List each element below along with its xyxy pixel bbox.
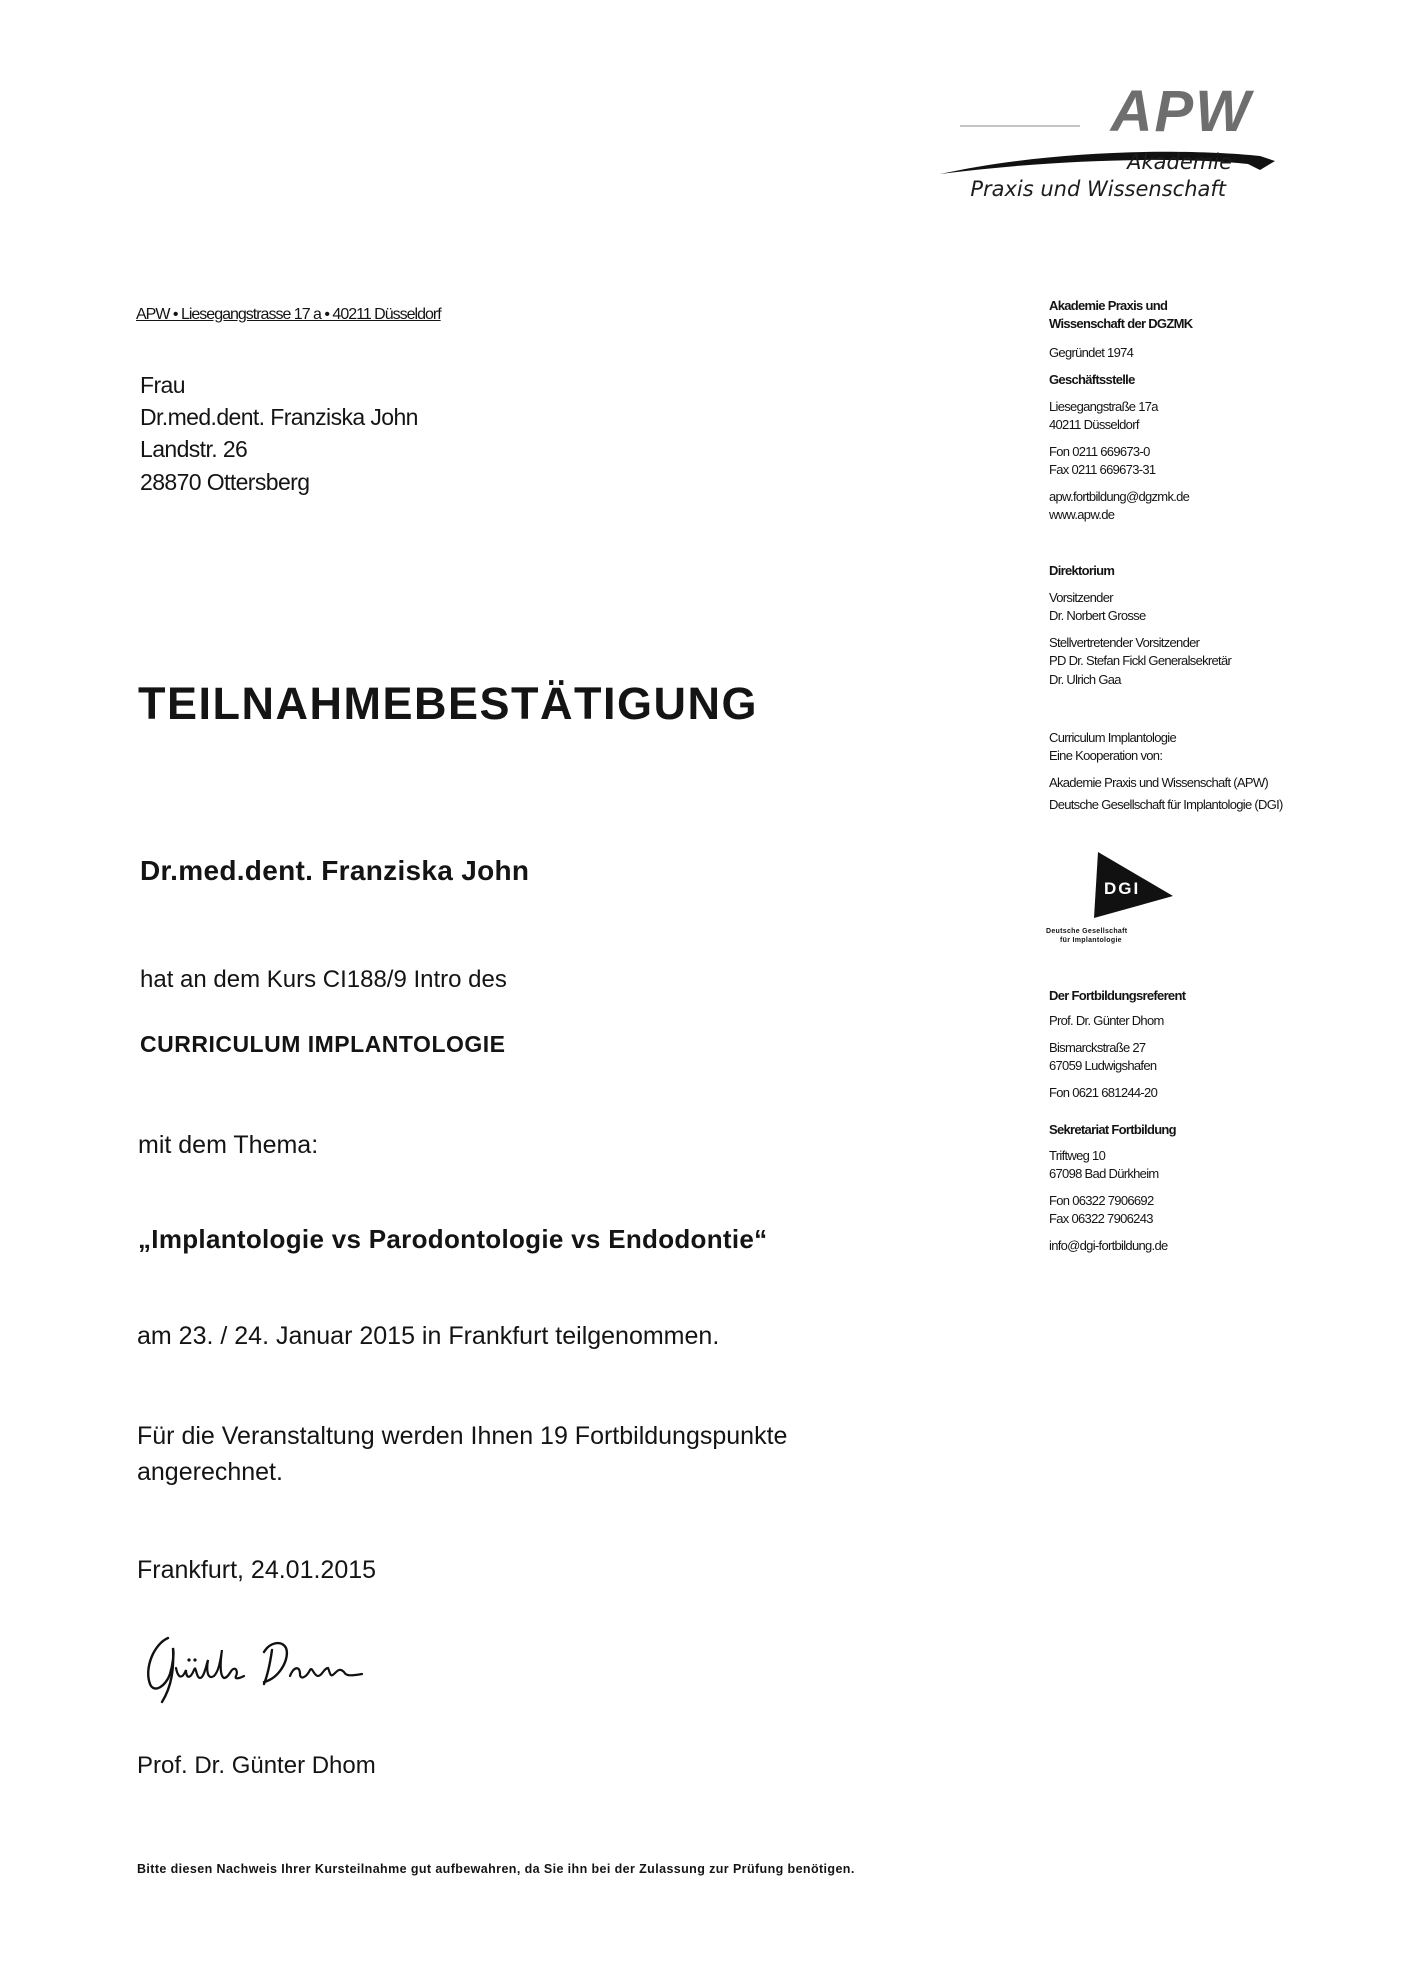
sidebar-referent-city: 67059 Ludwigshafen [1049,1058,1157,1073]
sidebar-founded: Gegründet 1974 [1049,345,1134,360]
sidebar-secretariat-email: info@dgi-fortbildung.de [1049,1238,1168,1253]
sidebar-vice-name: PD Dr. Stefan Fickl Generalsekretär [1049,653,1232,668]
dgi-logo-text: DGI [1104,879,1141,898]
theme-intro: mit dem Thema: [138,1131,319,1159]
sidebar-secretariat-city: 67098 Bad Dürkheim [1049,1166,1159,1181]
points-line-1: Für die Veranstaltung werden Ihnen 19 Fortbildungspunkte [137,1422,788,1450]
sidebar-curriculum-3: Akademie Praxis und Wissenschaft (APW) [1049,775,1269,790]
sidebar-office-phone: Fon 0211 669673-0 [1049,444,1150,459]
recipient-city: 28870 Ottersberg [140,469,310,495]
sidebar-office-street: Liesegangstraße 17a [1049,399,1158,414]
sidebar-org-line1: Akademie Praxis und [1049,298,1168,313]
apw-logo-line1: Akademie [1127,150,1232,174]
sidebar-secretariat-heading: Sekretariat Fortbildung [1049,1122,1176,1137]
recipient-name: Dr.med.dent. Franziska John [140,404,418,430]
sidebar-referent-phone: Fon 0621 681244-20 [1049,1085,1158,1100]
recipient-salutation: Frau [140,372,185,398]
course-date-line: am 23. / 24. Januar 2015 in Frankfurt teilgenommen. [137,1322,720,1350]
sidebar-secretary-name: Dr. Ulrich Gaa [1049,672,1121,687]
sidebar-referent-heading: Der Fortbildungsreferent [1049,988,1186,1003]
apw-logo-wordmark: APW [1110,79,1252,144]
sidebar-office-web: www.apw.de [1049,507,1115,522]
dgi-logo-sub1: Deutsche Gesellschaft [1046,928,1128,935]
sidebar-curriculum-1: Curriculum Implantologie [1049,730,1176,745]
dgi-logo [1046,852,1186,952]
sidebar-secretariat-fax: Fax 06322 7906243 [1049,1211,1153,1226]
sidebar-chair-name: Dr. Norbert Grosse [1049,608,1146,623]
signer-name: Prof. Dr. Günter Dhom [137,1752,376,1779]
points-line-2: angerechnet. [137,1458,283,1486]
footer-note: Bitte diesen Nachweis Ihrer Kursteilnahme gut aufbewahren, da Sie ihn bei der Zulassung zur Prüfung benötigen. [137,1862,855,1876]
sidebar-secretariat-phone: Fon 06322 7906692 [1049,1193,1154,1208]
sender-address-line: APW • Liesegangstrasse 17 a • 40211 Düsseldorf [136,306,441,323]
sidebar-curriculum-2: Eine Kooperation von: [1049,748,1163,763]
sidebar-vice-label: Stellvertretender Vorsitzender [1049,635,1200,650]
sidebar-office-heading: Geschäftsstelle [1049,372,1135,387]
place-and-date: Frankfurt, 24.01.2015 [137,1556,377,1584]
sidebar-office-city: 40211 Düsseldorf [1049,417,1139,432]
sidebar-secretariat-street: Triftweg 10 [1049,1148,1106,1163]
participant-name: Dr.med.dent. Franziska John [140,855,530,886]
handwritten-signature [140,1620,370,1710]
apw-logo [930,78,1290,208]
apw-logo-line2: Praxis und Wissenschaft [970,177,1226,201]
sidebar-referent-street: Bismarckstraße 27 [1049,1040,1146,1055]
sidebar-curriculum-4: Deutsche Gesellschaft für Implantologie (DGI) [1049,797,1283,812]
sidebar-referent-name: Prof. Dr. Günter Dhom [1049,1013,1164,1028]
course-line: hat an dem Kurs CI188/9 Intro des [140,966,507,993]
dgi-logo-sub2: für Implantologie [1060,937,1122,944]
course-theme: „Implantologie vs Parodontologie vs Endodontie“ [138,1224,768,1254]
sidebar-office-email: apw.fortbildung@dgzmk.de [1049,489,1190,504]
recipient-street: Landstr. 26 [140,436,248,462]
course-name: CURRICULUM IMPLANTOLOGIE [140,1031,506,1057]
sidebar-office-fax: Fax 0211 669673-31 [1049,462,1156,477]
document-title: TEILNAHMEBESTÄTIGUNG [138,678,758,729]
sidebar-chair-label: Vorsitzender [1049,590,1113,605]
sidebar-org-line2: Wissenschaft der DGZMK [1049,316,1193,331]
sidebar-board-heading: Direktorium [1049,563,1115,578]
